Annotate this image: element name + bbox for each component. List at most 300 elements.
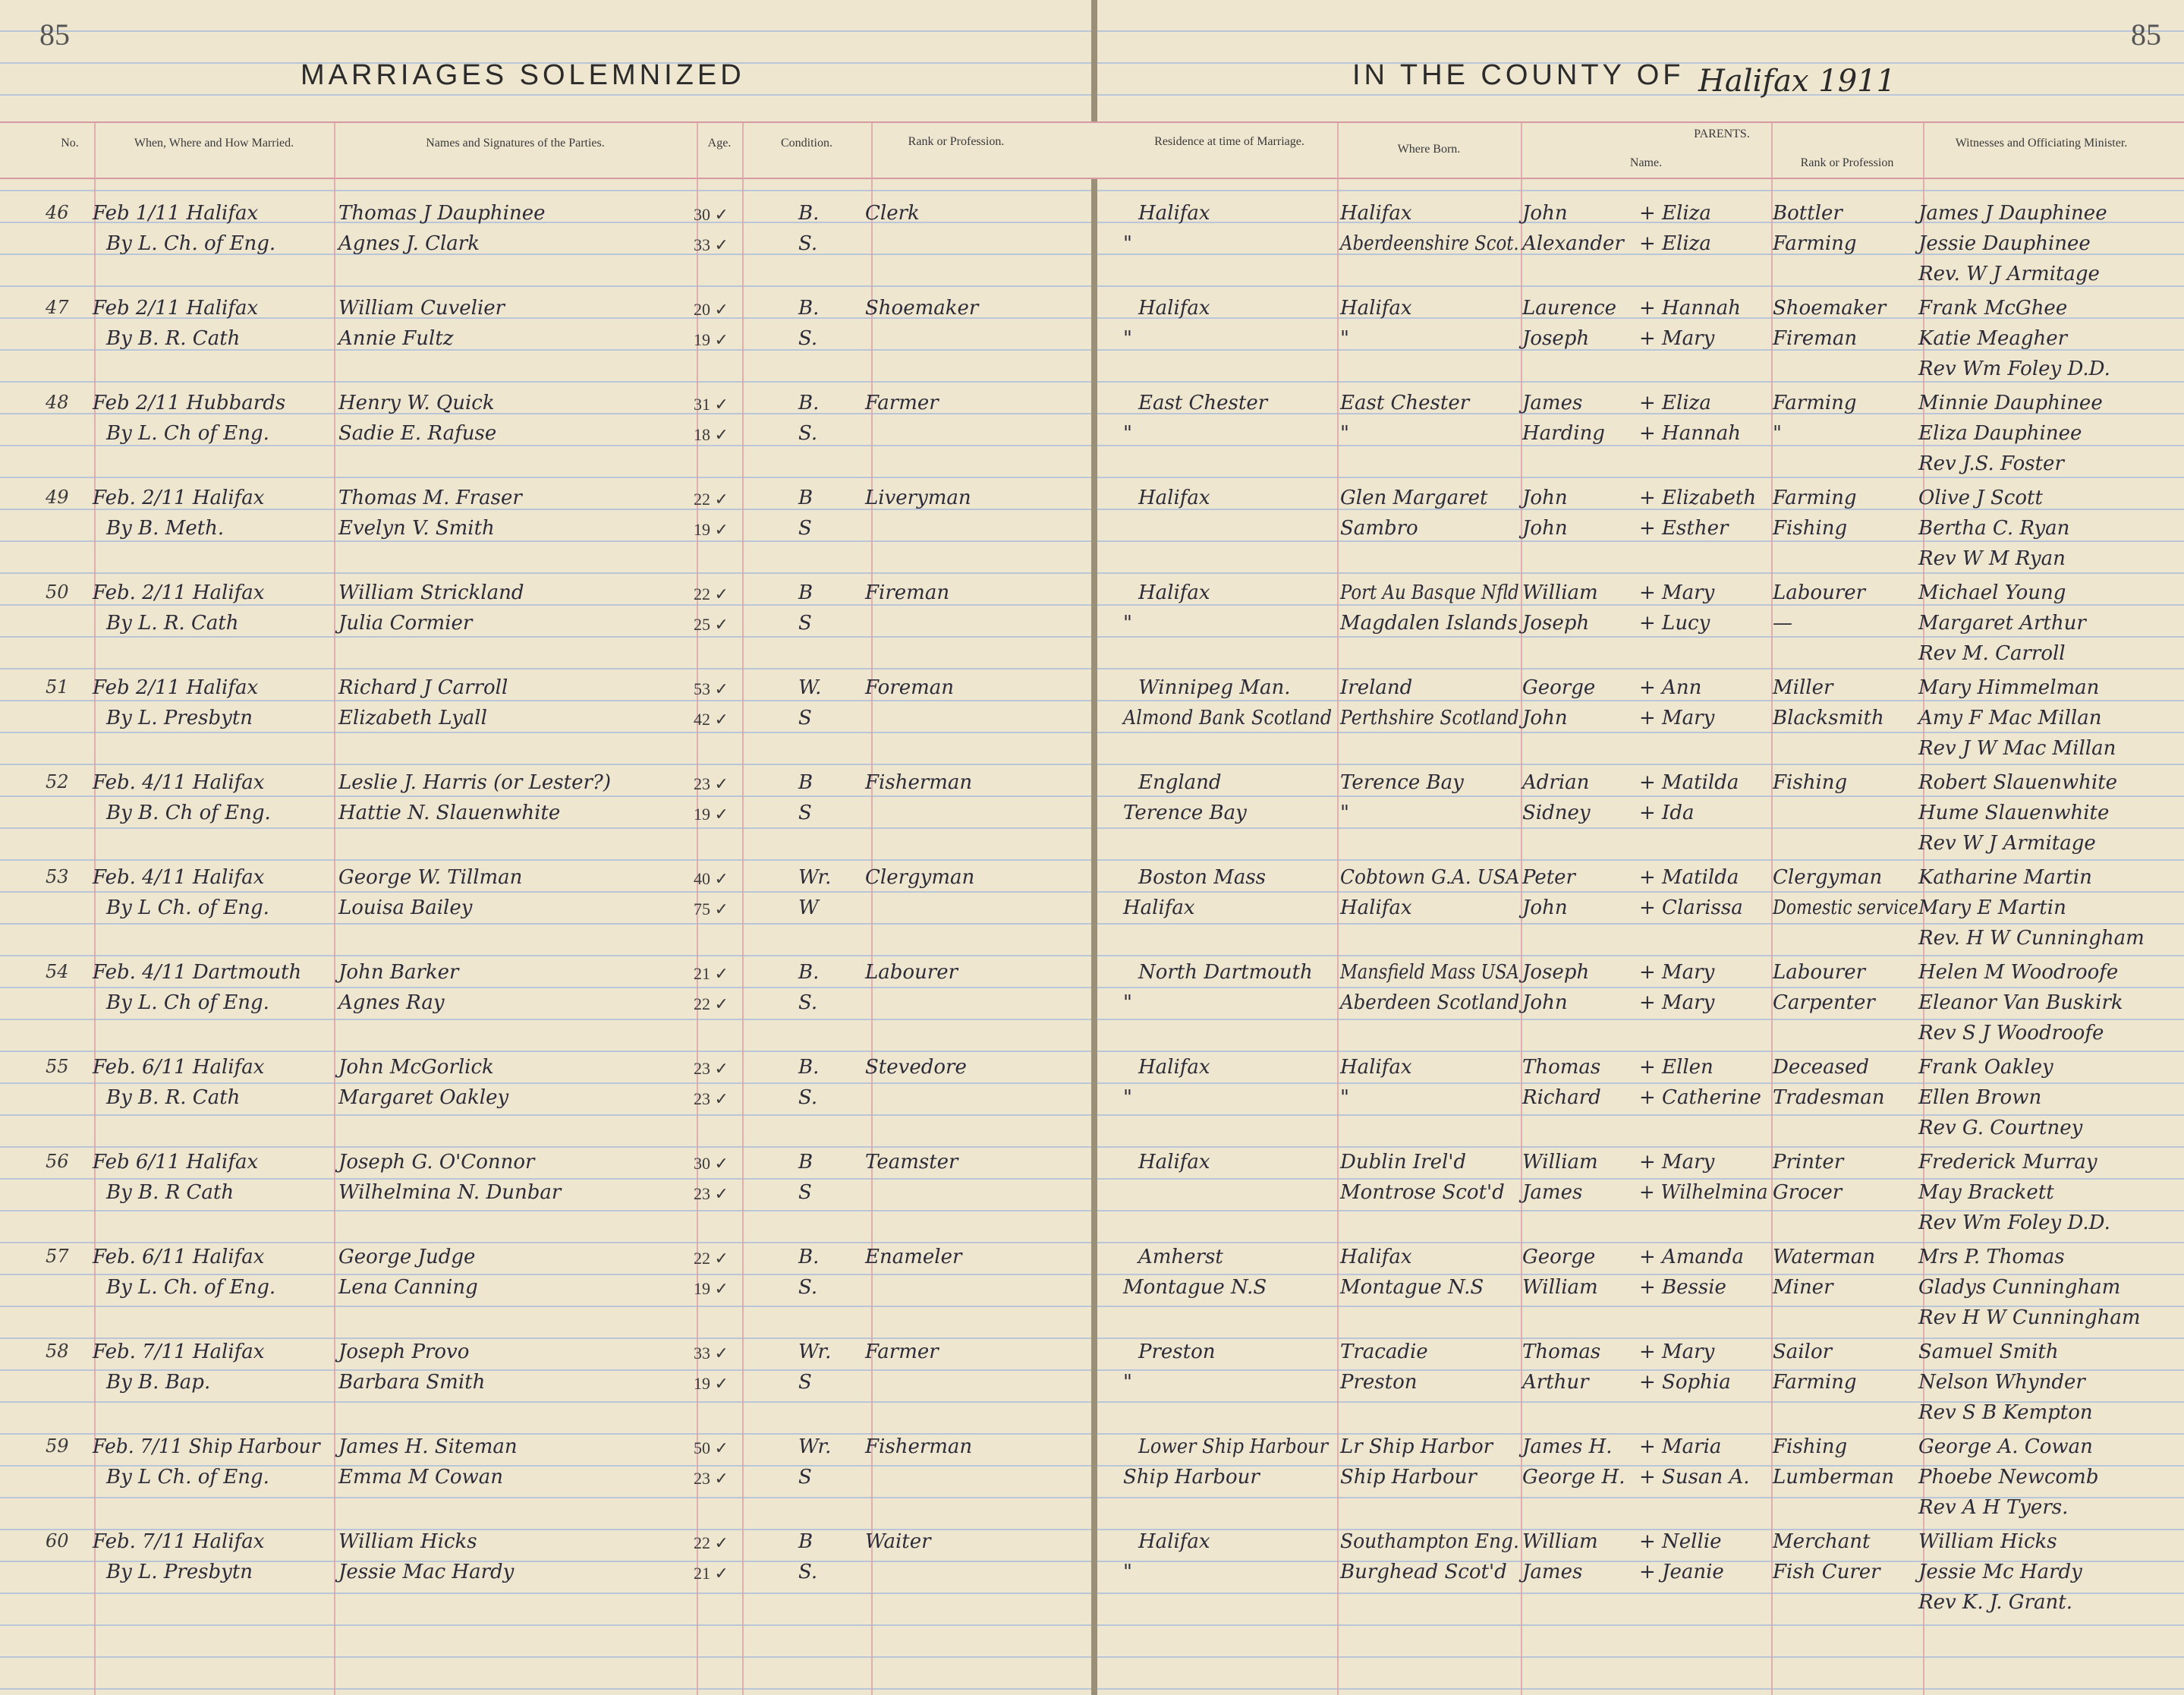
- groom-birthplace: Lr Ship Harbor: [1340, 1435, 1493, 1458]
- groom-profession: Waiter: [865, 1530, 931, 1553]
- groom-profession: Clergyman: [865, 866, 975, 889]
- bride-name: Hattie N. Slauenwhite: [338, 802, 561, 824]
- entry-number: 51: [46, 676, 69, 698]
- bride-name: Lena Canning: [338, 1276, 478, 1299]
- column-rule: [742, 123, 744, 1695]
- entry-how: By B. Meth.: [106, 517, 225, 540]
- groom-name: James H. Siteman: [338, 1435, 518, 1458]
- entry-number: 46: [46, 202, 69, 223]
- witness-2: Hume Slauenwhite: [1918, 802, 2110, 824]
- bride-parents-profession: ": [1773, 422, 1782, 445]
- groom-residence: Halifax: [1138, 1151, 1210, 1174]
- groom-father: Thomas: [1522, 1341, 1601, 1363]
- groom-residence: North Dartmouth: [1138, 961, 1313, 984]
- bride-residence: Halifax: [1123, 896, 1195, 919]
- bride-condition: S.: [798, 327, 818, 350]
- groom-mother: + Eliza: [1639, 392, 1711, 414]
- groom-father: James: [1522, 392, 1583, 414]
- groom-profession: Shoemaker: [865, 297, 979, 320]
- witness-1: Michael Young: [1918, 581, 2066, 604]
- witness-2: Phoebe Newcomb: [1918, 1466, 2099, 1489]
- groom-profession: Stevedore: [865, 1056, 967, 1079]
- book-gutter: [1091, 0, 1097, 1695]
- bride-name: Agnes Ray: [338, 991, 445, 1014]
- groom-condition: B.: [798, 392, 820, 414]
- groom-name: Thomas M. Fraser: [338, 487, 522, 509]
- groom-profession: Teamster: [865, 1151, 958, 1174]
- bride-father: John: [1522, 517, 1568, 540]
- bride-birthplace: Preston: [1340, 1371, 1418, 1394]
- groom-name: Henry W. Quick: [338, 392, 495, 414]
- bride-residence: Montague N.S: [1123, 1276, 1267, 1299]
- groom-condition: Wr.: [798, 1341, 832, 1363]
- groom-father: Peter: [1522, 866, 1575, 889]
- bride-mother: + Jeanie: [1639, 1561, 1724, 1583]
- groom-age: 22 ✓: [694, 1533, 729, 1552]
- bride-residence: Almond Bank Scotland: [1123, 707, 1333, 729]
- bride-parents-profession: Blacksmith: [1773, 707, 1884, 729]
- groom-name: Joseph G. O'Connor: [338, 1151, 535, 1174]
- groom-name: Leslie J. Harris (or Lester?): [338, 771, 611, 794]
- header-age: Age.: [707, 137, 732, 150]
- witness-1: Helen M Woodroofe: [1918, 961, 2119, 984]
- officiating-minister: Rev W M Ryan: [1918, 547, 2066, 570]
- groom-condition: Wr.: [798, 866, 832, 889]
- bride-father: John: [1522, 707, 1568, 729]
- bride-parents-profession: Miner: [1773, 1276, 1833, 1299]
- entry-when: Feb 1/11 Halifax: [93, 202, 259, 225]
- groom-father: William: [1522, 581, 1598, 604]
- bride-name: Jessie Mac Hardy: [338, 1561, 515, 1583]
- bride-name: Agnes J. Clark: [338, 232, 480, 255]
- bride-age: 23 ✓: [694, 1089, 729, 1108]
- entry-number: 58: [46, 1341, 69, 1362]
- entry-when: Feb. 7/11 Ship Harbour: [93, 1435, 320, 1458]
- entry-number: 47: [46, 297, 69, 318]
- entry-when: Feb. 4/11 Dartmouth: [93, 961, 302, 984]
- bride-birthplace: Perthshire Scotland: [1340, 707, 1519, 729]
- bride-parents-profession: Grocer: [1773, 1181, 1843, 1204]
- entry-when: Feb. 7/11 Halifax: [93, 1341, 265, 1363]
- bride-name: Julia Cormier: [338, 612, 473, 635]
- bride-mother: + Eliza: [1639, 232, 1711, 255]
- bride-age: 18 ✓: [694, 425, 729, 444]
- groom-birthplace: Tracadie: [1340, 1341, 1428, 1363]
- groom-father: James H.: [1522, 1435, 1613, 1458]
- bride-birthplace: Aberdeen Scotland: [1340, 991, 1520, 1014]
- groom-birthplace: Dublin Irel'd: [1340, 1151, 1467, 1174]
- bride-father: William: [1522, 1276, 1598, 1299]
- groom-birthplace: Terence Bay: [1340, 771, 1464, 794]
- bride-father: Alexander: [1522, 232, 1624, 255]
- bride-parents-profession: Farming: [1773, 232, 1857, 255]
- groom-residence: Halifax: [1138, 297, 1210, 320]
- groom-condition: B: [798, 771, 813, 794]
- bride-birthplace: Ship Harbour: [1340, 1466, 1477, 1489]
- witness-2: Jessie Mc Hardy: [1918, 1561, 2082, 1583]
- witness-1: Robert Slauenwhite: [1918, 771, 2118, 794]
- bride-father: Harding: [1522, 422, 1605, 445]
- groom-mother: + Eliza: [1639, 202, 1711, 225]
- groom-birthplace: Cobtown G.A. USA: [1340, 866, 1520, 889]
- bride-residence: ": [1123, 1371, 1132, 1394]
- witness-2: Mary E Martin: [1918, 896, 2066, 919]
- bride-parents-profession: Tradesman: [1773, 1086, 1885, 1109]
- bride-mother: + Bessie: [1639, 1276, 1726, 1299]
- bride-parents-profession: Fish Curer: [1773, 1561, 1880, 1583]
- entry-when: Feb. 2/11 Halifax: [93, 581, 265, 604]
- entry-how: By L. R. Cath: [106, 612, 239, 635]
- bride-residence: ": [1123, 1086, 1132, 1109]
- groom-birthplace: Halifax: [1340, 202, 1412, 225]
- witness-2: Margaret Arthur: [1918, 612, 2086, 635]
- entry-number: 54: [46, 961, 69, 982]
- groom-age: 22 ✓: [694, 490, 729, 509]
- bride-father: Sidney: [1522, 802, 1591, 824]
- bride-condition: S: [798, 1371, 812, 1394]
- column-rule: [94, 123, 96, 1695]
- bride-age: 23 ✓: [694, 1469, 729, 1488]
- groom-age: 53 ✓: [694, 679, 729, 698]
- groom-residence: Halifax: [1138, 487, 1210, 509]
- header-witnesses: Witnesses and Officiating Minister.: [1955, 137, 2128, 150]
- groom-mother: + Hannah: [1639, 297, 1741, 320]
- groom-name: William Strickland: [338, 581, 524, 604]
- officiating-minister: Rev W J Armitage: [1918, 832, 2096, 855]
- bride-condition: W: [798, 896, 819, 919]
- bride-age: 19 ✓: [694, 520, 729, 539]
- bride-residence: ": [1123, 1561, 1132, 1583]
- groom-parents-profession: Clergyman: [1773, 866, 1883, 889]
- groom-residence: Halifax: [1138, 581, 1210, 604]
- witness-1: James J Dauphinee: [1918, 202, 2107, 225]
- groom-mother: + Elizabeth: [1639, 487, 1757, 509]
- witness-2: Jessie Dauphinee: [1918, 232, 2091, 255]
- groom-parents-profession: Labourer: [1773, 961, 1866, 984]
- bride-parents-profession: Fishing: [1773, 517, 1848, 540]
- groom-birthplace: Port Au Basque Nfld: [1340, 581, 1519, 604]
- bride-birthplace: Sambro: [1340, 517, 1418, 540]
- witness-1: Samuel Smith: [1918, 1341, 2059, 1363]
- groom-mother: + Matilda: [1639, 771, 1739, 794]
- witness-2: Katie Meagher: [1918, 327, 2068, 350]
- bride-mother: + Susan A.: [1639, 1466, 1750, 1489]
- groom-condition: B: [798, 1530, 813, 1553]
- officiating-minister: Rev K. J. Grant.: [1918, 1591, 2072, 1614]
- groom-mother: + Ann: [1639, 676, 1702, 699]
- bride-age: 19 ✓: [694, 1279, 729, 1298]
- witness-1: Frederick Murray: [1918, 1151, 2097, 1174]
- bride-residence: ": [1123, 991, 1132, 1014]
- bride-name: Louisa Bailey: [338, 896, 473, 919]
- bride-name: Emma M Cowan: [338, 1466, 503, 1489]
- column-rule: [1337, 123, 1339, 1695]
- bride-age: 19 ✓: [694, 330, 729, 349]
- groom-name: John McGorlick: [338, 1056, 494, 1079]
- bride-birthplace: Aberdeenshire Scot.: [1340, 232, 1519, 255]
- groom-mother: + Mary: [1639, 961, 1715, 984]
- groom-father: George: [1522, 1246, 1596, 1268]
- bride-mother: + Catherine: [1639, 1086, 1761, 1109]
- groom-father: William: [1522, 1530, 1598, 1553]
- column-rule: [334, 123, 335, 1695]
- entry-number: 49: [46, 487, 69, 508]
- bride-name: Evelyn V. Smith: [338, 517, 495, 540]
- groom-father: William: [1522, 1151, 1598, 1174]
- entry-number: 56: [46, 1151, 69, 1172]
- bride-mother: + Sophia: [1639, 1371, 1731, 1394]
- witness-2: Eliza Dauphinee: [1918, 422, 2082, 445]
- entry-when: Feb. 6/11 Halifax: [93, 1246, 265, 1268]
- groom-birthplace: Ireland: [1340, 676, 1413, 699]
- groom-residence: Halifax: [1138, 202, 1210, 225]
- bride-condition: S: [798, 517, 812, 540]
- bride-condition: S.: [798, 1086, 818, 1109]
- bride-parents-profession: —: [1773, 612, 1792, 635]
- bride-name: Margaret Oakley: [338, 1086, 509, 1109]
- header-parents-name: Name.: [1629, 156, 1663, 169]
- officiating-minister: Rev A H Tyers.: [1918, 1496, 2069, 1519]
- groom-age: 20 ✓: [694, 300, 729, 319]
- bride-age: 22 ✓: [694, 994, 729, 1013]
- bride-age: 19 ✓: [694, 1374, 729, 1393]
- groom-name: William Cuvelier: [338, 297, 505, 320]
- register-title: MARRIAGES SOLEMNIZED: [301, 59, 745, 91]
- bride-condition: S.: [798, 991, 818, 1014]
- entry-how: By L. Ch of Eng.: [106, 422, 269, 445]
- groom-residence: Halifax: [1138, 1056, 1210, 1079]
- officiating-minister: Rev. W J Armitage: [1918, 263, 2100, 285]
- entry-how: By L. Ch. of Eng.: [106, 232, 276, 255]
- groom-profession: Foreman: [865, 676, 954, 699]
- entry-how: By B. R Cath: [106, 1181, 234, 1204]
- entry-number: 57: [46, 1246, 69, 1267]
- bride-age: 75 ✓: [694, 899, 729, 918]
- bride-birthplace: Magdalen Islands: [1340, 612, 1518, 635]
- groom-mother: + Nellie: [1639, 1530, 1722, 1553]
- header-parents: PARENTS.: [1694, 128, 1750, 140]
- groom-parents-profession: Bottler: [1773, 202, 1843, 225]
- bride-birthplace: Montague N.S: [1340, 1276, 1484, 1299]
- groom-age: 50 ✓: [694, 1438, 729, 1457]
- groom-condition: B: [798, 581, 813, 604]
- bride-parents-profession: Carpenter: [1773, 991, 1875, 1014]
- groom-mother: + Matilda: [1639, 866, 1739, 889]
- witness-2: Bertha C. Ryan: [1918, 517, 2070, 540]
- witness-1: Katharine Martin: [1918, 866, 2092, 889]
- bride-birthplace: Halifax: [1340, 896, 1412, 919]
- groom-father: George: [1522, 676, 1596, 699]
- header-born: Where Born.: [1397, 143, 1461, 156]
- entry-how: By L. Presbytn: [106, 707, 253, 729]
- groom-profession: Enameler: [865, 1246, 962, 1268]
- bride-name: Elizabeth Lyall: [338, 707, 487, 729]
- groom-profession: Clerk: [865, 202, 920, 225]
- groom-profession: Farmer: [865, 392, 939, 414]
- witness-1: Mary Himmelman: [1918, 676, 2100, 699]
- bride-birthplace: ": [1340, 327, 1349, 350]
- groom-name: Thomas J Dauphinee: [338, 202, 546, 225]
- bride-father: Joseph: [1522, 612, 1590, 635]
- entry-how: By B. Bap.: [106, 1371, 211, 1394]
- bride-father: Arthur: [1522, 1371, 1589, 1394]
- witness-1: Frank McGhee: [1918, 297, 2068, 320]
- groom-birthplace: Mansfield Mass USA: [1340, 961, 1519, 984]
- entry-how: By B. R. Cath: [106, 1086, 241, 1109]
- bride-age: 21 ✓: [694, 1564, 729, 1583]
- groom-birthplace: Halifax: [1340, 297, 1412, 320]
- bride-residence: ": [1123, 232, 1132, 255]
- officiating-minister: Rev G. Courtney: [1918, 1117, 2083, 1139]
- groom-parents-profession: Merchant: [1773, 1530, 1871, 1553]
- entry-number: 52: [46, 771, 69, 792]
- bride-father: James: [1522, 1561, 1583, 1583]
- groom-parents-profession: Fishing: [1773, 1435, 1848, 1458]
- groom-profession: Fireman: [865, 581, 950, 604]
- header-names: Names and Signatures of the Parties.: [426, 137, 605, 150]
- groom-name: George W. Tillman: [338, 866, 523, 889]
- groom-birthplace: Glen Margaret: [1340, 487, 1488, 509]
- groom-name: William Hicks: [338, 1530, 477, 1553]
- groom-age: 40 ✓: [694, 869, 729, 888]
- groom-condition: B.: [798, 297, 820, 320]
- bride-name: Wilhelmina N. Dunbar: [338, 1181, 562, 1204]
- entry-when: Feb. 4/11 Halifax: [93, 771, 265, 794]
- groom-father: Thomas: [1522, 1056, 1601, 1079]
- groom-condition: B: [798, 1151, 813, 1174]
- entry-when: Feb 2/11 Hubbards: [93, 392, 286, 414]
- witness-2: Ellen Brown: [1918, 1086, 2042, 1109]
- bride-mother: + Ida: [1639, 802, 1695, 824]
- header-residence: Residence at time of Marriage.: [1154, 135, 1304, 148]
- entry-when: Feb 2/11 Halifax: [93, 297, 259, 320]
- groom-mother: + Amanda: [1639, 1246, 1744, 1268]
- entry-number: 53: [46, 866, 69, 887]
- groom-mother: + Mary: [1639, 1341, 1715, 1363]
- groom-parents-profession: Farming: [1773, 487, 1857, 509]
- groom-condition: B.: [798, 1056, 820, 1079]
- groom-parents-profession: Miller: [1773, 676, 1833, 699]
- groom-profession: Fisherman: [865, 771, 973, 794]
- groom-age: 31 ✓: [694, 395, 729, 414]
- witness-2: Amy F Mac Millan: [1918, 707, 2102, 729]
- bride-residence: ": [1123, 327, 1132, 350]
- entry-number: 59: [46, 1435, 69, 1457]
- bride-father: George H.: [1522, 1466, 1625, 1489]
- officiating-minister: Rev M. Carroll: [1918, 642, 2066, 665]
- groom-mother: + Ellen: [1639, 1056, 1714, 1079]
- entry-how: By B. R. Cath: [106, 327, 241, 350]
- page-number-left: 85: [39, 17, 70, 52]
- witness-1: Minnie Dauphinee: [1918, 392, 2103, 414]
- groom-residence: Halifax: [1138, 1530, 1210, 1553]
- groom-condition: Wr.: [798, 1435, 832, 1458]
- groom-mother: + Mary: [1639, 581, 1715, 604]
- groom-father: Adrian: [1522, 771, 1590, 794]
- bride-age: 25 ✓: [694, 615, 729, 634]
- entry-when: Feb. 7/11 Halifax: [93, 1530, 265, 1553]
- witness-1: Olive J Scott: [1918, 487, 2043, 509]
- groom-parents-profession: Deceased: [1773, 1056, 1870, 1079]
- officiating-minister: Rev S J Woodroofe: [1918, 1022, 2104, 1044]
- groom-parents-profession: Shoemaker: [1773, 297, 1887, 320]
- entry-when: Feb. 6/11 Halifax: [93, 1056, 265, 1079]
- groom-father: Laurence: [1522, 297, 1617, 320]
- entry-how: By L Ch. of Eng.: [106, 1466, 269, 1489]
- entry-when: Feb 6/11 Halifax: [93, 1151, 259, 1174]
- groom-residence: East Chester: [1138, 392, 1268, 414]
- groom-parents-profession: Printer: [1773, 1151, 1844, 1174]
- bride-condition: S.: [798, 232, 818, 255]
- bride-birthplace: ": [1340, 802, 1349, 824]
- groom-parents-profession: Labourer: [1773, 581, 1866, 604]
- officiating-minister: Rev J W Mac Millan: [1918, 737, 2116, 760]
- groom-profession: Farmer: [865, 1341, 939, 1363]
- groom-profession: Fisherman: [865, 1435, 973, 1458]
- bride-father: James: [1522, 1181, 1583, 1204]
- groom-birthplace: Southampton Eng.: [1340, 1530, 1519, 1553]
- groom-mother: + Maria: [1639, 1435, 1722, 1458]
- bride-age: 33 ✓: [694, 235, 729, 254]
- groom-residence: Winnipeg Man.: [1138, 676, 1291, 699]
- bride-condition: S.: [798, 422, 818, 445]
- entry-how: By B. Ch of Eng.: [106, 802, 271, 824]
- entry-when: Feb. 2/11 Halifax: [93, 487, 265, 509]
- groom-mother: + Mary: [1639, 1151, 1715, 1174]
- groom-birthplace: Halifax: [1340, 1246, 1412, 1268]
- bride-birthplace: ": [1340, 422, 1349, 445]
- bride-condition: S: [798, 802, 812, 824]
- groom-parents-profession: Waterman: [1773, 1246, 1876, 1268]
- bride-mother: + Clarissa: [1639, 896, 1743, 919]
- groom-age: 23 ✓: [694, 1059, 729, 1078]
- groom-age: 30 ✓: [694, 1154, 729, 1173]
- officiating-minister: Rev H W Cunningham: [1918, 1306, 2141, 1329]
- county-name: Halifax 1911: [1698, 64, 1896, 99]
- groom-name: John Barker: [338, 961, 459, 984]
- groom-parents-profession: Sailor: [1773, 1341, 1833, 1363]
- bride-mother: + Mary: [1639, 707, 1715, 729]
- column-rule: [871, 123, 873, 1695]
- entry-how: By L Ch. of Eng.: [106, 896, 269, 919]
- groom-residence: Amherst: [1138, 1246, 1223, 1268]
- groom-profession: Liveryman: [865, 487, 971, 509]
- groom-residence: Lower Ship Harbour: [1138, 1435, 1329, 1458]
- page-number-right: 85: [2131, 17, 2161, 52]
- groom-parents-profession: Farming: [1773, 392, 1857, 414]
- bride-father: John: [1522, 896, 1568, 919]
- bride-residence: Ship Harbour: [1123, 1466, 1260, 1489]
- groom-age: 23 ✓: [694, 774, 729, 793]
- groom-age: 22 ✓: [694, 1249, 729, 1268]
- witness-2: Gladys Cunningham: [1918, 1276, 2121, 1299]
- entry-when: Feb 2/11 Halifax: [93, 676, 259, 699]
- bride-parents-profession: Fireman: [1773, 327, 1858, 350]
- groom-father: John: [1522, 202, 1568, 225]
- witness-1: Mrs P. Thomas: [1918, 1246, 2065, 1268]
- bride-parents-profession: Domestic service: [1773, 896, 1918, 919]
- bride-condition: S: [798, 707, 812, 729]
- bride-condition: S.: [798, 1276, 818, 1299]
- groom-condition: B.: [798, 1246, 820, 1268]
- groom-age: 21 ✓: [694, 964, 729, 983]
- entry-how: By L. Presbytn: [106, 1561, 253, 1583]
- officiating-minister: Rev J.S. Foster: [1918, 452, 2064, 475]
- groom-parents-profession: Fishing: [1773, 771, 1848, 794]
- bride-mother: + Esther: [1639, 517, 1729, 540]
- bride-mother: + Mary: [1639, 991, 1715, 1014]
- groom-age: 33 ✓: [694, 1344, 729, 1363]
